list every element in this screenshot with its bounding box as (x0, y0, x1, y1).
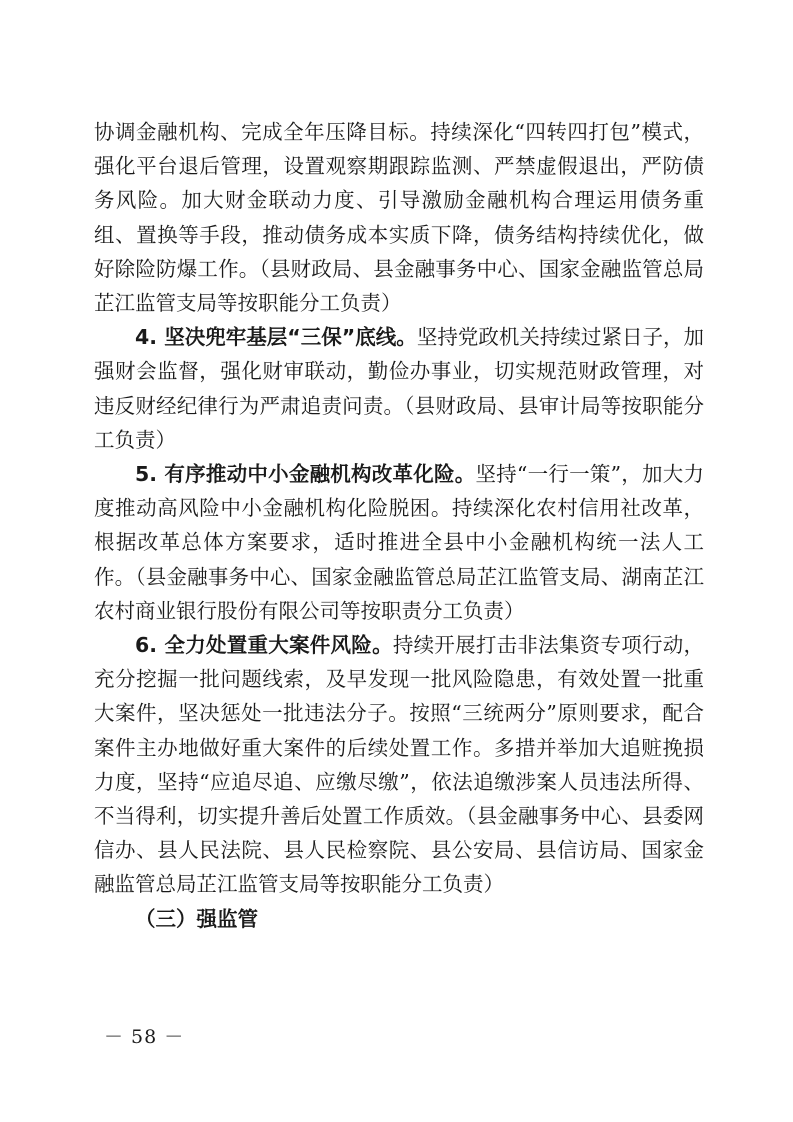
paragraph-item-5 (94, 457, 704, 628)
paragraph-body: 坚持党政机关持续过紧日子，加强财会监督，强化财审联动，勤俭办事业，切实规范财政管理，对违反财经纪律行为严肃追责问责。（县财政局、县审计局等按职能分工负责） (94, 325, 705, 452)
document-body (94, 115, 704, 936)
paragraph-continuation (94, 115, 704, 320)
page-number: － 58 － (104, 1026, 185, 1048)
paragraph-body: 持续开展打击非法集资专项行动，充分挖掘一批问题线索，及早发现一批风险隐患，有效处置一批重大案件，坚决惩处一批违法分子。按照“三统两分”原则要求，配合案件主办地做好重大案件的后续处置工作。多措并举加大追赃挽损力度，坚持“应追尽追、应缴尽缴”，依法追缴涉案人员违法所得、不当得利，切实提升善后处置工作质效。（县金融事务中心、县委网信办、县人民法院、县人民检察院、县公安局、县信访局、国家金融监管总局芷江监管支局等按职能分工负责） (94, 633, 704, 897)
paragraph-item-4 (94, 320, 704, 457)
section-heading: （三）强监管 (135, 906, 258, 931)
paragraph-lead: 5. 有序推动中小金融机构改革化险。 (135, 462, 476, 487)
paragraph-item-6 (94, 628, 704, 902)
paragraph-lead: 6. 全力处置重大案件风险。 (135, 633, 393, 658)
paragraph-body: 协调金融机构、完成全年压降目标。持续深化“四转四打包”模式，强化平台退后管理，设置观察期跟踪监测、严禁虚假退出，严防债务风险。加大财金联动力度、引导激励金融机构合理运用债务重组、置换等手段，推动债务成本实质下降，债务结构持续优化，做好除险防爆工作。（县财政局、县金融事务中心、国家金融监管总局芷江监管支局等按职能分工负责） (94, 120, 704, 316)
paragraph-lead: 4. 坚决兜牢基层“三保”底线。 (135, 325, 417, 350)
paragraph-body: 坚持“一行一策”，加大力度推动高风险中小金融机构化险脱困。持续深化农村信用社改革，根据改革总体方案要求，适时推进全县中小金融机构统一法人工作。（县金融事务中心、国家金融监管总局芷江监管支局、湖南芷江农村商业银行股份有限公司等按职责分工负责） (94, 462, 704, 623)
